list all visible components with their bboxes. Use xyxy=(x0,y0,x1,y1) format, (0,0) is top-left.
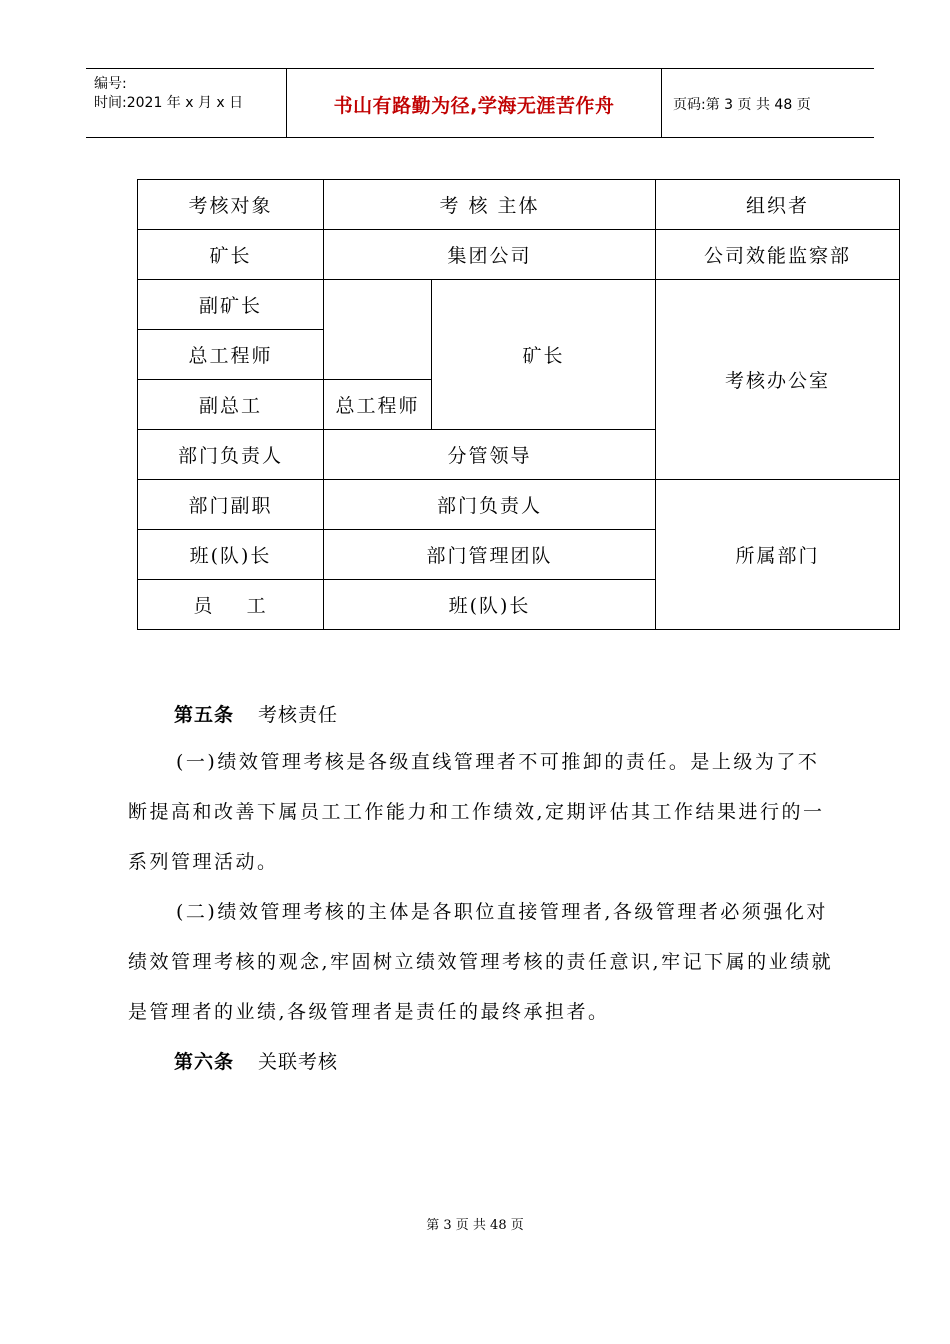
column-header: 考 核 主体 xyxy=(324,180,656,230)
table-cell: 副总工 xyxy=(138,380,324,430)
article-heading xyxy=(174,1047,338,1074)
page-footer: 第 3 页 共 48 页 xyxy=(426,1218,524,1233)
table-row xyxy=(138,480,900,530)
header-meta xyxy=(86,69,286,137)
header-motto-cell xyxy=(286,69,662,137)
paragraph xyxy=(128,887,834,1037)
table-cell: 副矿长 xyxy=(138,280,324,330)
header-page-cell xyxy=(661,69,874,137)
table-cell: 总工程师 xyxy=(324,380,432,430)
table-row xyxy=(138,280,900,330)
assessment-table xyxy=(137,179,900,630)
document-number: 编号: xyxy=(94,76,127,92)
table-cell: 部门管理团队 xyxy=(324,530,656,580)
table-cell: 公司效能监察部 xyxy=(656,230,900,280)
article-heading xyxy=(174,700,338,727)
table-cell: 部门副职 xyxy=(138,480,324,530)
document-date: 时间:2021 年 x 月 x 日 xyxy=(94,95,244,111)
table-cell: 部门负责人 xyxy=(138,430,324,480)
table-cell: 分管领导 xyxy=(324,430,656,480)
article-label: 第五条 xyxy=(174,704,235,726)
article-title: 考核责任 xyxy=(258,704,339,726)
paragraph-text: (二)绩效管理考核的主体是各职位直接管理者,各级管理者必须强化对绩效管理考核的观念,牢固树立绩效管理考核的责任意识,牢记下属的业绩就是管理者的业绩,各级管理者是责任的最终承担者。 xyxy=(128,901,834,1023)
table-cell: 部门负责人 xyxy=(324,480,656,530)
table-cell: 班(队)长 xyxy=(138,530,324,580)
table-cell-empty xyxy=(324,280,432,380)
table-header-row xyxy=(138,180,900,230)
table-cell: 总工程师 xyxy=(138,330,324,380)
table-cell: 集团公司 xyxy=(324,230,656,280)
table-cell: 员 工 xyxy=(138,580,324,630)
article-label: 第六条 xyxy=(174,1051,235,1073)
column-header: 考核对象 xyxy=(138,180,324,230)
column-header: 组织者 xyxy=(656,180,900,230)
motto: 书山有路勤为径,学海无涯苦作舟 xyxy=(333,95,615,117)
table-cell: 班(队)长 xyxy=(324,580,656,630)
table-cell: 矿长 xyxy=(138,230,324,280)
page-header xyxy=(86,68,874,138)
paragraph-text: (一)绩效管理考核是各级直线管理者不可推卸的责任。是上级为了不断提高和改善下属员工工作能力和工作绩效,定期评估其工作结果进行的一系列管理活动。 xyxy=(128,751,825,873)
paragraph xyxy=(128,737,834,887)
table-cell: 所属部门 xyxy=(656,480,900,630)
table-cell: 考核办公室 xyxy=(656,280,900,480)
article-title: 关联考核 xyxy=(258,1051,339,1073)
page-indicator: 页码:第 3 页 共 48 页 xyxy=(673,97,811,113)
table-cell: 矿长 xyxy=(432,280,656,430)
table-row xyxy=(138,230,900,280)
